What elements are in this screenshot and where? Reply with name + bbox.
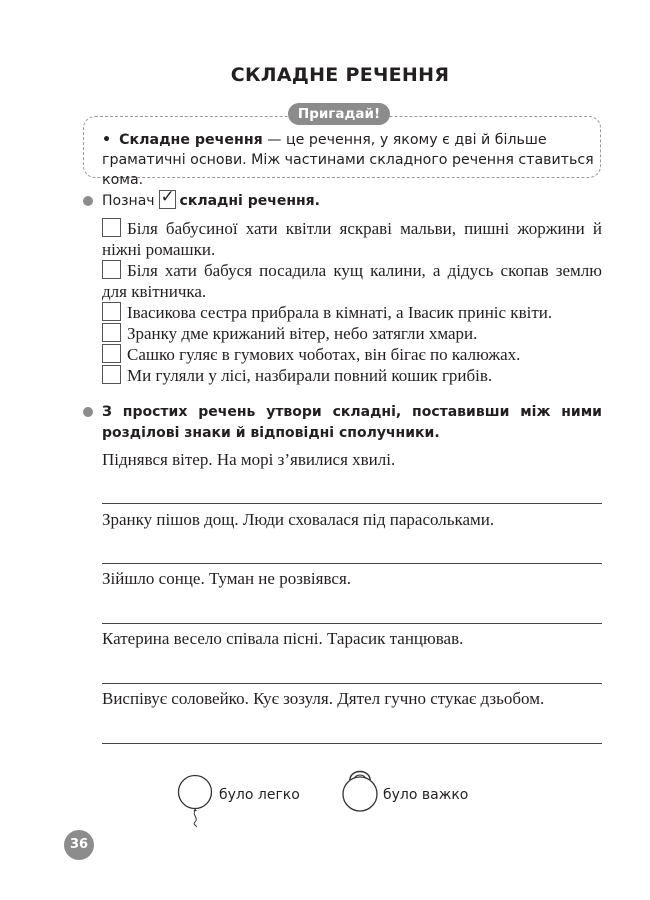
rule-term: Складне речення [119, 132, 263, 148]
sentence-text: Івасикова сестра прибрала в кімнаті, а Івасик приніс квіти. [127, 303, 553, 322]
checkbox[interactable] [102, 323, 121, 342]
sentence-list [102, 218, 602, 386]
exercise-sentence: Зранку пішов дощ. Люди сховалася під парасольками. [102, 510, 495, 529]
remember-badge: Пригадай! [288, 103, 390, 125]
list-item [102, 323, 602, 344]
checkbox[interactable] [102, 302, 121, 321]
answer-line[interactable] [102, 563, 602, 564]
list-item [102, 302, 602, 323]
sentence-text: Біля бабусиної хати квітли яскраві мальви, пишні жоржини й ніжні ромашки. [102, 219, 602, 259]
task1-prefix: Познач [102, 193, 155, 209]
balloon-icon[interactable] [176, 774, 218, 828]
answer-line[interactable] [102, 743, 602, 744]
sentence-text: Сашко гуляє в гумових чоботах, він бігає по калюжах. [127, 345, 521, 364]
task-bullet-icon [83, 196, 93, 206]
rule-text [102, 130, 594, 190]
checkmark-icon: ✓ [160, 187, 175, 207]
checkbox[interactable] [102, 218, 121, 237]
task1-suffix: складні речення. [179, 193, 320, 209]
task1-instruction [102, 187, 320, 212]
list-item [102, 260, 602, 302]
sentence-text: Зранку дме крижаний вітер, небо затягли хмари. [127, 324, 478, 343]
hard-label: було важко [383, 787, 469, 803]
answer-line[interactable] [102, 503, 602, 504]
page-number: 36 [64, 830, 94, 860]
answer-line[interactable] [102, 683, 602, 684]
list-item [102, 218, 602, 260]
rule-definition: — це речення, у якому є дві й більше граматичні основи. Між частинами складного речення ставиться кома. [102, 132, 594, 188]
list-item [102, 365, 602, 386]
task2-instruction: З простих речень утвори складні, поставивши між ними розділові знаки й відповідні сполучники. [102, 404, 602, 441]
list-item [102, 344, 602, 365]
kettlebell-icon[interactable] [338, 762, 382, 814]
answer-line[interactable] [102, 623, 602, 624]
exercise-sentence: Зійшло сонце. Туман не розвіявся. [102, 569, 352, 588]
exercise-sentence: Виспівує соловейко. Кує зозуля. Дятел гучно стукає дзьобом. [102, 689, 545, 708]
bullet-icon: • [102, 132, 112, 148]
exercise-sentence: Катерина весело співала пісні. Тарасик танцював. [102, 629, 464, 648]
task-bullet-icon [83, 407, 93, 417]
checkbox[interactable] [102, 260, 121, 279]
checkbox[interactable] [102, 365, 121, 384]
checkbox[interactable] [102, 344, 121, 363]
easy-label: було легко [219, 787, 300, 803]
exercise-sentence: Піднявся вітер. На морі з’явилися хвилі. [102, 450, 396, 469]
page-title: СКЛАДНЕ РЕЧЕННЯ [230, 64, 450, 86]
sentence-text: Біля хати бабуся посадила кущ калини, а дідусь скопав землю для квітничка. [102, 261, 602, 301]
sentence-text: Ми гуляли у лісі, назбирали повний кошик грибів. [127, 366, 493, 385]
